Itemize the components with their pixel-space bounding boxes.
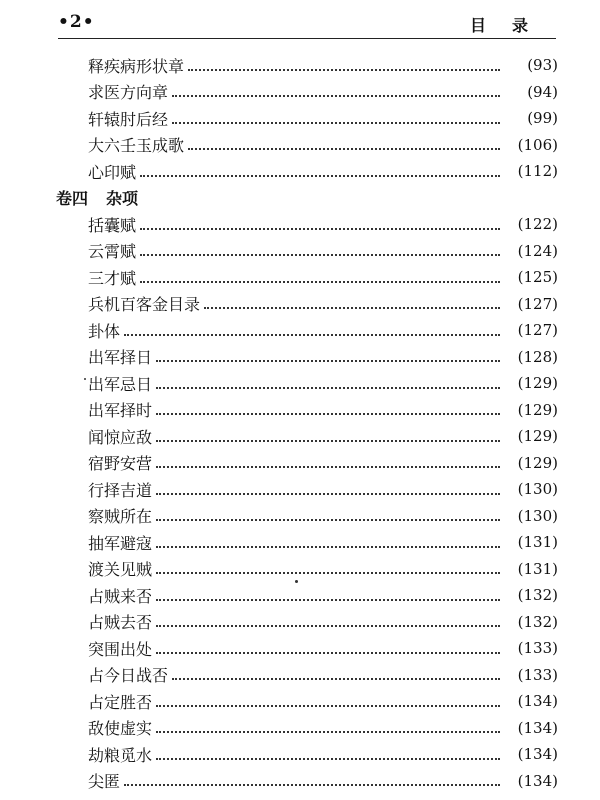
toc-entry-title: 卦体 [88, 321, 121, 341]
print-speck [84, 378, 86, 380]
toc-entry-page: (106) [517, 135, 558, 154]
section-title: 目录 [469, 16, 554, 35]
toc-entry-page: (134) [517, 745, 558, 764]
toc-entry-page: (93) [527, 56, 558, 75]
toc-entry-title: 占定胜否 [88, 692, 153, 712]
dot-leader [172, 121, 500, 124]
dot-leader [156, 757, 500, 760]
toc-entry-title: 占今日战否 [88, 666, 169, 686]
toc-entry[interactable] [0, 370, 600, 397]
dot-leader [156, 651, 500, 654]
toc-entry[interactable] [0, 211, 600, 238]
toc-entry-page: (130) [517, 480, 558, 499]
toc-entry-page: (127) [517, 321, 558, 340]
print-speck [295, 580, 298, 583]
toc-entry[interactable] [0, 503, 600, 530]
toc-entry-page: (131) [517, 559, 558, 578]
dot-leader [140, 174, 500, 177]
toc-entry-title: 突围出处 [88, 639, 153, 659]
toc-entry-page: (94) [527, 82, 558, 101]
toc-entry-title: 兵机百客金目录 [88, 295, 201, 315]
toc-entry-page: (134) [517, 692, 558, 711]
dot-leader [156, 386, 500, 389]
dot-leader [156, 545, 500, 548]
toc-entry-page: (129) [517, 374, 558, 393]
dot-leader [156, 624, 500, 627]
toc-entry[interactable] [0, 662, 600, 689]
toc-entry-page: (134) [517, 771, 558, 790]
toc-entry-page: (132) [517, 586, 558, 605]
toc-entry-page: (128) [517, 347, 558, 366]
toc-entry[interactable] [0, 556, 600, 583]
toc-entry-title: 心印赋 [88, 162, 137, 182]
toc-entry[interactable] [0, 291, 600, 318]
dot-leader [156, 730, 500, 733]
toc-entry[interactable] [0, 132, 600, 159]
toc-entry-title: 出军择时 [88, 401, 153, 421]
toc-entry[interactable] [0, 317, 600, 344]
toc-entry-page: (99) [527, 109, 558, 128]
toc-entry-title: 闻惊应敌 [88, 427, 153, 447]
toc-entry-title: 出军忌日 [88, 374, 153, 394]
dot-leader [156, 412, 500, 415]
toc-entry-page: (125) [517, 268, 558, 287]
toc-entry[interactable] [0, 741, 600, 768]
dot-leader [156, 518, 500, 521]
toc-entry-title: 三才赋 [88, 268, 137, 288]
dot-leader [156, 359, 500, 362]
table-of-contents [0, 52, 600, 794]
toc-entry-title: 劫粮觅水 [88, 745, 153, 765]
dot-leader [188, 68, 500, 71]
toc-entry-page: (132) [517, 612, 558, 631]
toc-entry[interactable] [0, 582, 600, 609]
dot-leader [140, 227, 500, 230]
toc-entry-title: 轩辕肘后经 [88, 109, 169, 129]
dot-leader [124, 333, 500, 336]
dot-leader [124, 783, 500, 786]
toc-entry[interactable] [0, 609, 600, 636]
toc-entry-title: 云霄赋 [88, 242, 137, 262]
dot-leader [188, 147, 500, 150]
toc-entry-title: 出军择日 [88, 348, 153, 368]
toc-entry-page: (129) [517, 453, 558, 472]
toc-entry-page: (112) [517, 162, 558, 181]
toc-part-heading[interactable] [0, 185, 600, 212]
toc-entry-title: 尖匿 [88, 772, 121, 792]
toc-entry-title: 释疾病形状章 [88, 56, 185, 76]
toc-entry[interactable] [0, 158, 600, 185]
dot-leader [204, 306, 500, 309]
part-label: 卷四 [56, 189, 89, 209]
toc-entry-page: (129) [517, 427, 558, 446]
toc-entry[interactable] [0, 768, 600, 795]
dot-leader [156, 465, 500, 468]
toc-entry-title: 求医方向章 [88, 83, 169, 103]
toc-entry[interactable] [0, 52, 600, 79]
toc-entry-title: 占贼去否 [88, 613, 153, 633]
toc-entry-page: (133) [517, 639, 558, 658]
toc-entry-page: (133) [517, 665, 558, 684]
toc-entry[interactable] [0, 397, 600, 424]
toc-entry-title: 渡关见贼 [88, 560, 153, 580]
dot-leader [172, 94, 500, 97]
toc-entry-title: 察贼所在 [88, 507, 153, 527]
dot-leader [140, 253, 500, 256]
toc-entry[interactable] [0, 476, 600, 503]
toc-entry[interactable] [0, 264, 600, 291]
toc-entry[interactable] [0, 715, 600, 742]
page-header [58, 8, 556, 39]
toc-entry-page: (134) [517, 718, 558, 737]
toc-entry-title: 行择吉道 [88, 480, 153, 500]
dot-leader [156, 571, 500, 574]
toc-entry[interactable] [0, 105, 600, 132]
toc-entry[interactable] [0, 79, 600, 106]
dot-leader [156, 598, 500, 601]
toc-entry-page: (122) [517, 215, 558, 234]
toc-entry-title: 大六壬玉成歌 [88, 136, 185, 156]
page-number: •2• [58, 12, 95, 32]
dot-leader [156, 439, 500, 442]
dot-leader [156, 704, 500, 707]
toc-entry[interactable] [0, 450, 600, 477]
toc-entry[interactable] [0, 529, 600, 556]
dot-leader [140, 280, 500, 283]
toc-entry-page: (130) [517, 506, 558, 525]
toc-entry[interactable] [0, 344, 600, 371]
toc-entry-page: (129) [517, 400, 558, 419]
toc-entry-title: 敌使虚实 [88, 719, 153, 739]
part-name: 杂项 [106, 189, 139, 209]
toc-entry-title: 括囊赋 [88, 215, 137, 235]
toc-entry[interactable] [0, 635, 600, 662]
toc-entry-title: 占贼来否 [88, 586, 153, 606]
toc-entry[interactable] [0, 423, 600, 450]
dot-leader [156, 492, 500, 495]
toc-entry-page: (124) [517, 241, 558, 260]
toc-entry-title: 宿野安营 [88, 454, 153, 474]
dot-leader [172, 677, 500, 680]
toc-entry-page: (127) [517, 294, 558, 313]
toc-entry[interactable] [0, 238, 600, 265]
toc-entry[interactable] [0, 688, 600, 715]
toc-entry-title: 抽军避寇 [88, 533, 153, 553]
toc-entry-page: (131) [517, 533, 558, 552]
